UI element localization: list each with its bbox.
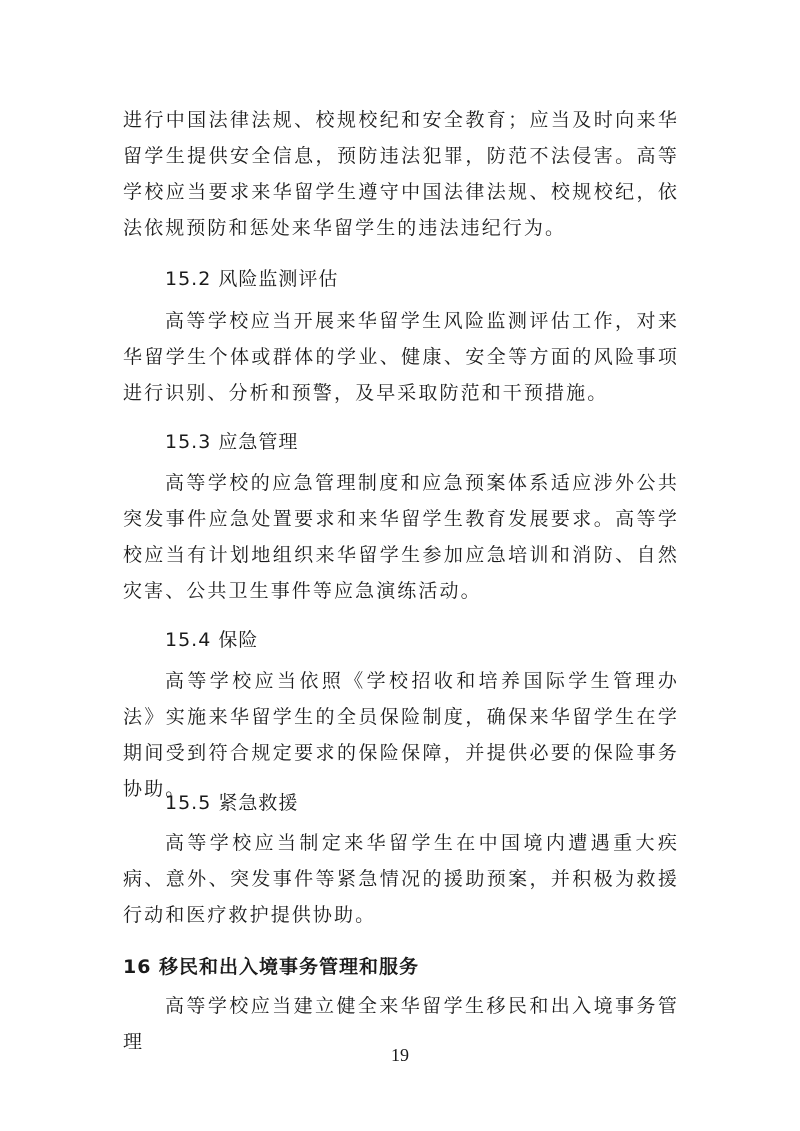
section-heading-16: 16 移民和出入境事务管理和服务 bbox=[123, 956, 420, 978]
page-number: 19 bbox=[391, 1045, 409, 1065]
paragraph-15-5: 高等学校应当制定来华留学生在中国境内遭遇重大疾病、意外、突发事件等紧急情况的援助预案，并积极为救援行动和医疗救护提供协助。 bbox=[123, 832, 679, 926]
paragraph-continued: 进行中国法律法规、校规校纪和安全教育；应当及时向来华留学生提供安全信息，预防违法犯罪，防范不法侵害。高等学校应当要求来华留学生遵守中国法律法规、校规校纪，依法依规预防和惩处来华留学生的违法违纪行为。 bbox=[123, 109, 679, 239]
paragraph-16: 高等学校应当建立健全来华留学生移民和出入境事务管理 bbox=[123, 995, 679, 1053]
section-heading-15-3: 15.3 应急管理 bbox=[165, 431, 299, 453]
section-heading-15-4: 15.4 保险 bbox=[165, 629, 259, 651]
paragraph-15-4: 高等学校应当依照《学校招收和培养国际学生管理办法》实施来华留学生的全员保险制度，确保来华留学生在学期间受到符合规定要求的保险保障，并提供必要的保险事务协助。 bbox=[123, 670, 679, 800]
section-heading-15-2: 15.2 风险监测评估 bbox=[165, 268, 339, 290]
paragraph-15-3: 高等学校的应急管理制度和应急预案体系适应涉外公共突发事件应急处置要求和来华留学生教育发展要求。高等学校应当有计划地组织来华留学生参加应急培训和消防、自然灾害、公共卫生事件等应急演练活动。 bbox=[123, 472, 679, 602]
paragraph-15-2: 高等学校应当开展来华留学生风险监测评估工作，对来华留学生个体或群体的学业、健康、安全等方面的风险事项进行识别、分析和预警，及早采取防范和干预措施。 bbox=[123, 310, 679, 404]
section-heading-15-5: 15.5 紧急救援 bbox=[165, 792, 299, 814]
